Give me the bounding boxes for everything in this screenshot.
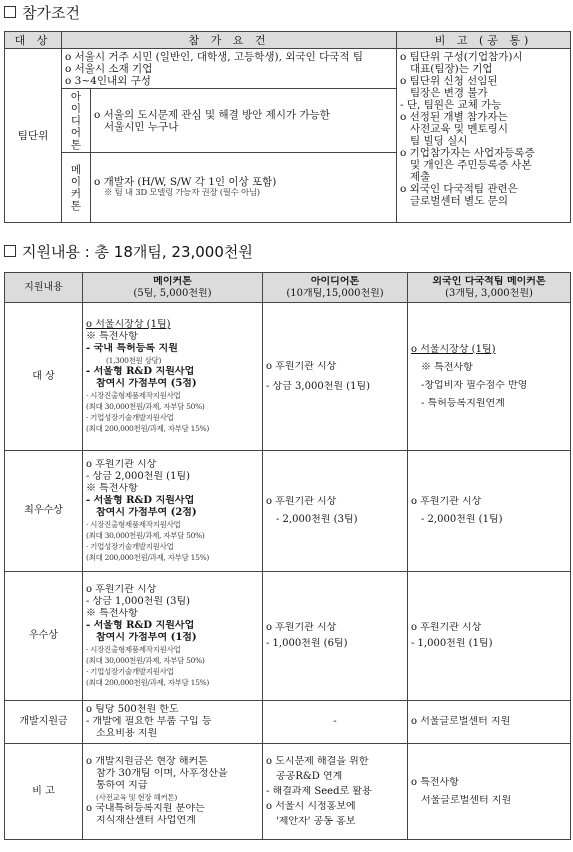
cell-line: - 상금 2,000천원 (1팀): [86, 471, 191, 482]
note-line: o 팀단위 신청 선임된: [400, 75, 498, 87]
ideathon-cell: [263, 572, 408, 701]
section-heading-support: [4, 241, 253, 262]
foreign-cell: [408, 451, 571, 572]
cell-line: · 시장진출형제품제작지원사업: [86, 391, 181, 400]
header-category: 대 상: [5, 32, 62, 49]
cell-line: o 후원기관 시상: [266, 496, 337, 507]
cell-line: 참가 30개팀 이며, 사후정산을: [96, 768, 228, 779]
row-label: 개발지원금: [5, 701, 83, 744]
section-title: 참가조건: [22, 4, 80, 22]
cell-line: (최대 200,000천원/과제, 자부담 15%): [86, 424, 210, 433]
note-line: 제출: [410, 171, 431, 183]
table-row: [5, 303, 571, 451]
cell-line: - 2,000천원 (1팀): [421, 514, 503, 525]
cell-line: - 2,000천원 (3팀): [276, 514, 358, 525]
note-line: - 단, 팀원은 교체 가능: [400, 99, 502, 111]
note-line: 및 개인은 주민등록증 사본: [410, 159, 532, 171]
header-support: 지원내용: [5, 273, 83, 303]
makethon-cell: [83, 744, 263, 840]
cell-line: - 국내 특허등록 지원: [86, 343, 178, 354]
table-row: [5, 451, 571, 572]
foreign-cell: [408, 701, 571, 744]
cell-line: · 기업성장기술개발지원사업: [86, 413, 174, 422]
cell-line: - 개발에 필요한 부품 구입 등: [86, 716, 212, 727]
cell-line: o 서울시 시정홍보에: [266, 800, 356, 812]
cell-line: o 후원기관 시상: [86, 459, 157, 470]
header-sub: (10개팀,15,000천원): [286, 287, 384, 299]
req-line: ※ 팀 내 3D 모델링 가능자 권장 (필수 아님): [104, 188, 260, 198]
cell-line: (최대 30,000천원/과제, 자부담 50%): [86, 531, 205, 540]
cell-line: o 국내특허등록지원 분야는: [86, 803, 205, 814]
notes-cell: [397, 49, 571, 223]
cell-line: 공공R&D 연계: [276, 770, 343, 782]
row-label: 최우수상: [5, 451, 83, 572]
cell-line: - 서울형 R&D 지원사업: [86, 620, 195, 631]
vertical-label: 메 이 커 톤: [70, 163, 82, 212]
cell-line: (최대 200,000천원/과제, 자부담 15%): [86, 553, 210, 562]
cell-line: - 해결과제 Seed로 활용: [266, 785, 372, 797]
header-makethon: [83, 273, 263, 303]
table-row: [5, 701, 571, 744]
req-line: 서울시민 누구나: [104, 120, 179, 133]
makethon-label: [62, 153, 91, 223]
cell-line: o 팀당 500천원 한도: [86, 704, 179, 715]
section-heading-conditions: [4, 2, 80, 23]
row-label: 비 고: [5, 744, 83, 840]
cell-line: o 개발지원금은 현장 해커톤: [86, 756, 208, 767]
cell-line: o 후원기관 시상: [266, 360, 337, 372]
req-line: o 서울의 도시문제 관심 및 해결 방안 제시가 가능한: [94, 108, 330, 121]
note-line: o 외국인 다국적팀 관련은: [400, 183, 518, 195]
cell-line: o 후원기관 시상: [411, 622, 482, 633]
makethon-requirements: [91, 153, 397, 223]
cell-line: 소요비용 지원: [96, 728, 158, 739]
cell-line: o 서울글로벌센터 지원: [411, 716, 511, 727]
cell-line: - 특허등록지원연계: [421, 397, 505, 409]
ideathon-cell: -: [263, 701, 408, 744]
ideathon-cell: [263, 744, 408, 840]
note-line: o 선정된 개별 참가자는: [400, 111, 508, 123]
ideathon-label: [62, 89, 91, 153]
header-sub: (5팀, 5,000천원): [133, 287, 212, 299]
note-line: 글로벌센터 별도 문의: [410, 195, 508, 207]
header-title: 메이커톤: [153, 275, 192, 287]
cell-line: o 서울시장상 (1팀): [86, 319, 171, 330]
ideathon-requirements: [91, 89, 397, 153]
cell-line: ※ 특전사항: [86, 608, 138, 619]
req-line: o 3~4인내외 구성: [65, 74, 151, 87]
cell-line: · 시장진출형제품제작지원사업: [86, 645, 181, 654]
ideathon-cell: [263, 451, 408, 572]
general-requirements: [62, 49, 397, 89]
header-sub: (3개팀, 3,000천원): [445, 287, 533, 299]
cell-line: 서울글로벌센터 지원: [421, 794, 512, 806]
cell-line: · 기업성장기술개발지원사업: [86, 667, 174, 676]
makethon-cell: [83, 303, 263, 451]
cell-line: ※ 특전사항: [421, 361, 473, 373]
header-title: 외국인 다국적팀 메이커톤: [432, 275, 546, 287]
req-line: o 서울시 거주 시민 (일반인, 대학생, 고등학생), 외국인 다국적 팀: [65, 50, 363, 63]
cell-line: 참여시 가점부여 (2점): [96, 507, 197, 518]
checkbox-square-icon: [4, 245, 16, 257]
cell-line: (최대 30,000천원/과제, 자부담 50%): [86, 656, 205, 665]
cell-line: (1,300천원 상당): [106, 356, 162, 365]
cell-line: o 후원기관 시상: [411, 496, 482, 507]
cell-line: - 1,000천원 (6팀): [266, 638, 348, 649]
cell-line: - 1,000천원 (1팀): [411, 638, 493, 649]
header-foreign: [408, 273, 571, 303]
team-unit-cell: 팀단위: [5, 49, 62, 223]
cell-line: - 상금 1,000천원 (3팀): [86, 596, 191, 607]
table-row: [5, 744, 571, 840]
header-ideathon: [263, 273, 408, 303]
note-line: 팀 빌딩 실시: [410, 135, 468, 147]
ideathon-cell: [263, 303, 408, 451]
foreign-cell: [408, 572, 571, 701]
req-line: o 개발자 (H/W, S/W 각 1인 이상 포함): [94, 176, 277, 188]
cell-line: (최대 200,000천원/과제, 자부담 15%): [86, 678, 210, 687]
note-line: o 기업참가자는 사업자등록증: [400, 147, 535, 159]
cell-line: o 서울시장상 (1팀): [411, 343, 496, 355]
cell-line: ※ 특전사항: [86, 331, 138, 342]
vertical-label: 아 이 디 어 톤: [70, 90, 82, 151]
note-line: 팀장은 변경 불가: [410, 87, 488, 99]
cell-line: - 서울형 R&D 지원사업: [86, 366, 195, 377]
header-title: 아이디어톤: [310, 275, 360, 287]
cell-line: o 도시문제 해결을 위한: [266, 755, 369, 767]
cell-line: 지식재산센터 사업연계: [96, 815, 196, 826]
makethon-cell: [83, 572, 263, 701]
support-table: [4, 272, 571, 840]
cell-line: 참여시 가점부여 (1점): [96, 632, 197, 643]
conditions-table: [4, 31, 571, 223]
checkbox-square-icon: [4, 6, 16, 18]
cell-line: -창업비자 필수점수 반영: [421, 379, 528, 391]
cell-line: · 시장진출형제품제작지원사업: [86, 520, 181, 529]
cell-line: '제안자' 공동 홍보: [276, 815, 356, 827]
cell-line: 통하여 지급: [96, 780, 148, 791]
cell-line: ※ 특전사항: [86, 483, 138, 494]
cell-line: 참여시 가점부여 (5점): [96, 378, 197, 389]
cell-line: · 기업성장기술개발지원사업: [86, 542, 174, 551]
req-line: o 서울시 소재 기업: [65, 62, 153, 75]
note-line: o 팀단위 구성(기업참가)시: [400, 51, 523, 63]
foreign-cell: [408, 744, 571, 840]
cell-line: o 후원기관 시상: [266, 622, 337, 633]
note-line: 사전교육 및 멘토링시: [410, 123, 508, 135]
cell-line: - 상금 3,000천원 (1팀): [266, 380, 371, 392]
foreign-cell: [408, 303, 571, 451]
makethon-cell: [83, 451, 263, 572]
row-label: 우수상: [5, 572, 83, 701]
cell-line: o 후원기관 시상: [86, 584, 157, 595]
header-notes: 비 고 (공 통): [397, 32, 571, 49]
makethon-cell: [83, 701, 263, 744]
section-title: 지원내용 : 총 18개팀, 23,000천원: [22, 243, 253, 261]
header-requirements: 참 가 요 건: [62, 32, 397, 49]
cell-line: (사전교육 및 현장 해커톤): [96, 793, 177, 802]
row-label: 대 상: [5, 303, 83, 451]
note-line: 대표(팀장)는 기업: [410, 63, 493, 75]
cell-line: - 서울형 R&D 지원사업: [86, 495, 195, 506]
cell-line: (최대 30,000천원/과제, 자부담 50%): [86, 402, 205, 411]
cell-line: o 특전사항: [411, 776, 459, 788]
table-row: [5, 572, 571, 701]
